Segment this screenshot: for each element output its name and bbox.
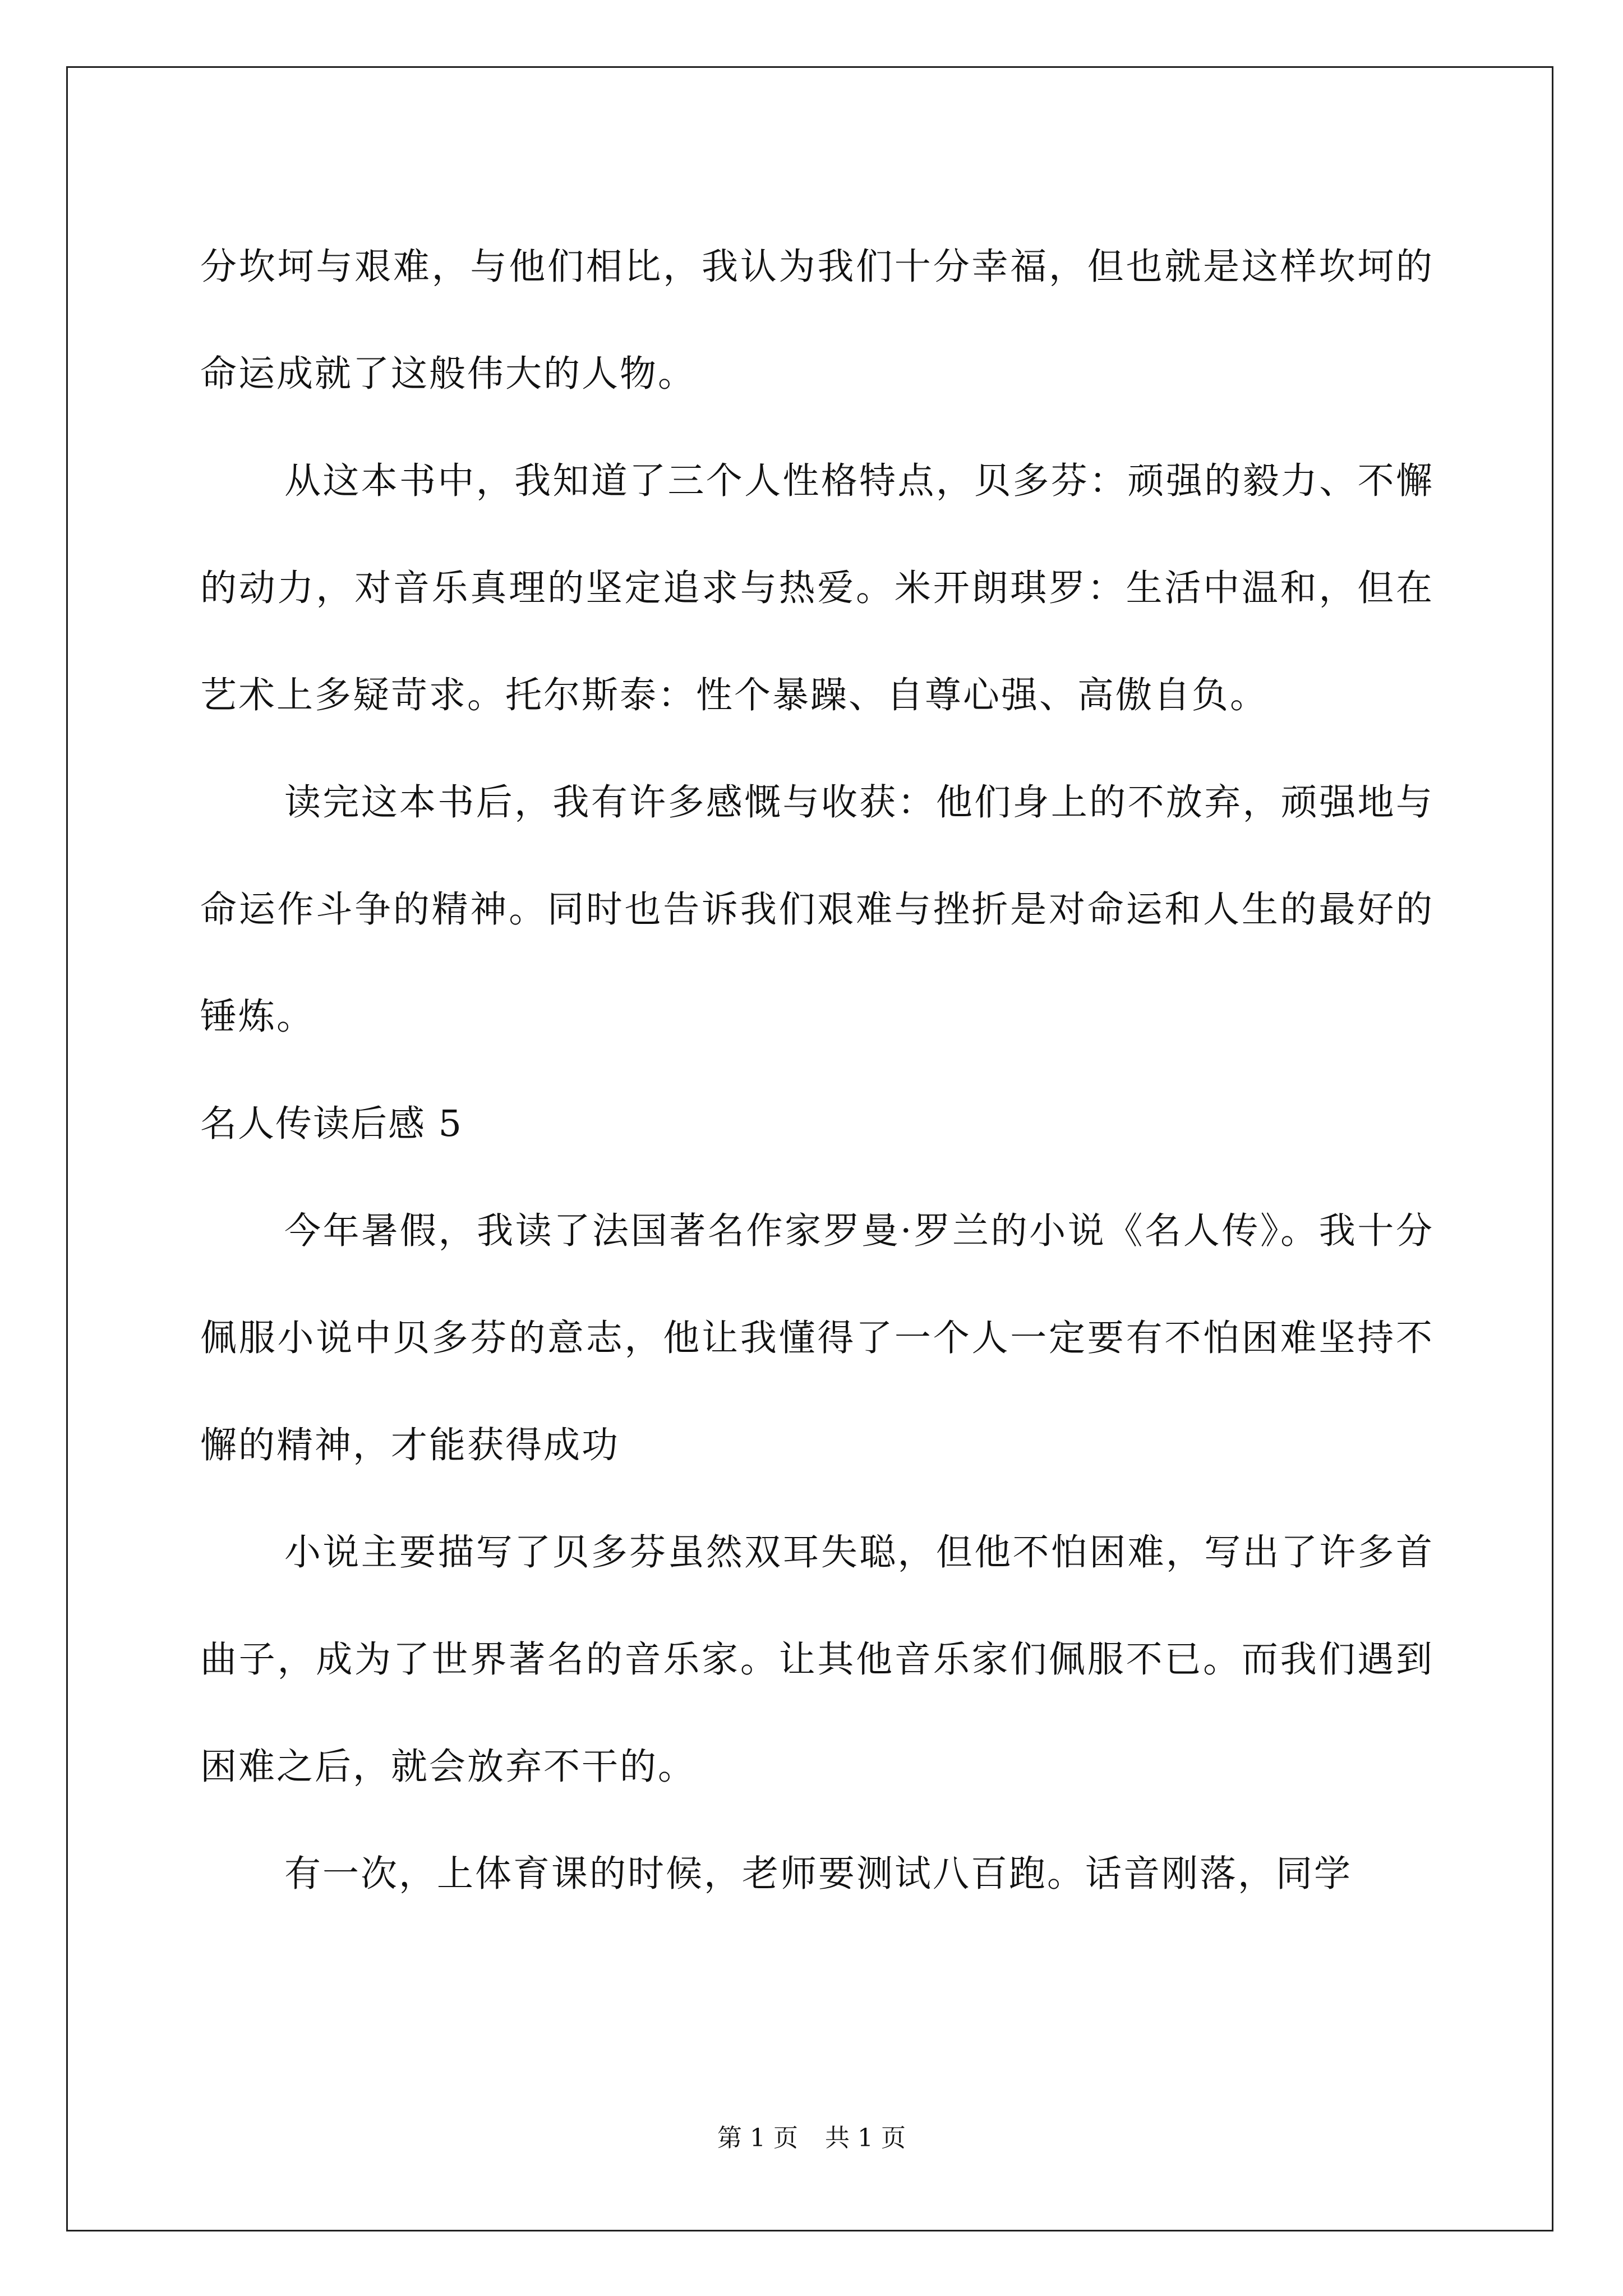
document-body	[200, 213, 1434, 1927]
page-footer	[0, 2122, 1623, 2155]
paragraph: 从这本书中，我知道了三个人性格特点，贝多芬：顽强的毅力、不懈的动力，对音乐真理的坚定追求与热爱。米开朗琪罗：生活中温和，但在艺术上多疑苛求。托尔斯泰：性个暴躁、自尊心强、高傲自负。	[200, 460, 1434, 716]
paragraph: 有一次，上体育课的时候，老师要测试八百跑。话音刚落，同学	[284, 1853, 1353, 1895]
paragraph: 今年暑假，我读了法国著名作家罗曼·罗兰的小说《名人传》。我十分佩服小说中贝多芬的意志，他让我懂得了一个人一定要有不怕困难坚持不懈的精神，才能获得成功	[200, 1210, 1434, 1466]
section-heading: 名人传读后感 5	[200, 1103, 463, 1145]
paragraph: 读完这本书后，我有许多感慨与收获：他们身上的不放弃，顽强地与命运作斗争的精神。同时也告诉我们艰难与挫折是对命运和人生的最好的锤炼。	[200, 781, 1434, 1038]
paragraph: 分坎坷与艰难，与他们相比，我认为我们十分幸福，但也就是这样坎坷的命运成就了这般伟大的人物。	[200, 246, 1434, 395]
paragraph: 小说主要描写了贝多芬虽然双耳失聪，但他不怕困难，写出了许多首曲子，成为了世界著名的音乐家。让其他音乐家们佩服不已。而我们遇到困难之后，就会放弃不干的。	[200, 1531, 1434, 1788]
page-total: 共 1 页	[825, 2124, 906, 2152]
page-number: 第 1 页	[717, 2124, 798, 2152]
